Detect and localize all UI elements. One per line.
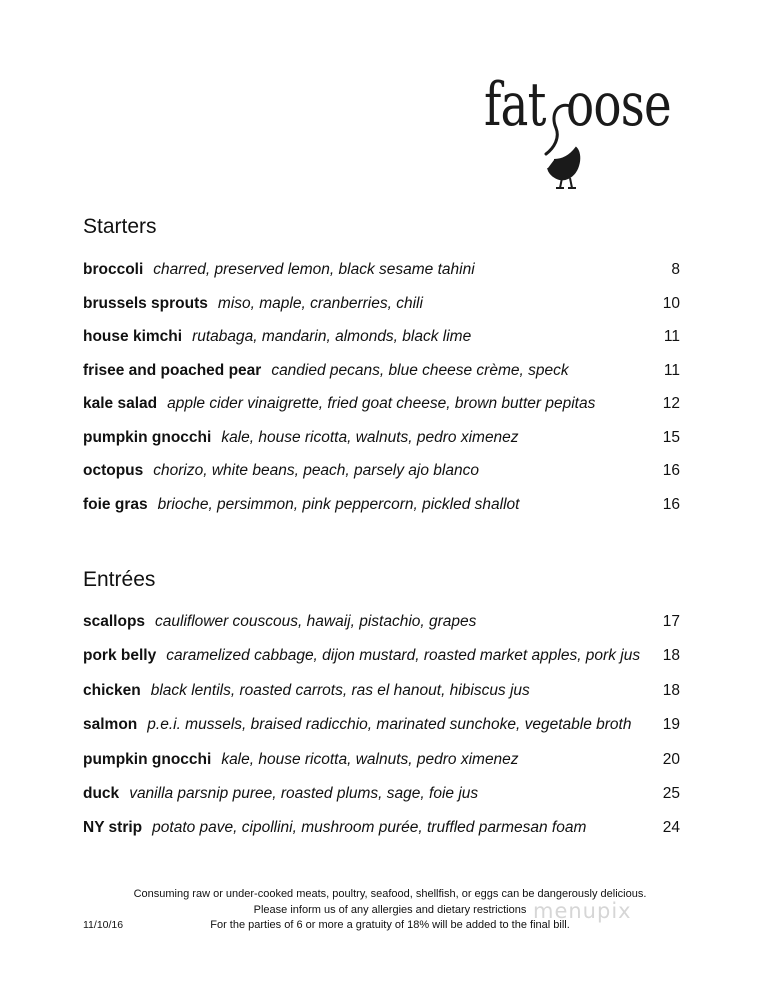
menu-date: 11/10/16 [83,919,124,931]
item-description: potato pave, cipollini, mushroom purée, truffled parmesan foam [152,819,587,837]
item-name: kale salad [83,395,158,412]
watermark: menupix [533,899,632,923]
item-description: vanilla parsnip puree, roasted plums, sage, foie jus [129,784,479,802]
item-price: 25 [662,784,680,802]
menu-item [83,495,680,529]
menu-item [83,784,680,818]
item-description: p.e.i. mussels, braised radicchio, marinated sunchoke, vegetable broth [147,716,632,734]
item-name: octopus [83,462,144,479]
item-description: candied pecans, blue cheese crème, speck [271,361,569,379]
menu-item [83,681,680,715]
menu-item [83,818,680,852]
logo-word-goose: oose [566,70,671,140]
item-description: black lentils, roasted carrots, ras el hanout, hibiscus jus [150,681,530,699]
menu-item [83,260,680,294]
item-name: house kimchi [83,328,183,345]
item-description: brioche, persimmon, pink peppercorn, pickled shallot [157,495,520,513]
item-description: caramelized cabbage, dijon mustard, roasted market apples, pork jus [166,647,641,665]
item-price: 16 [662,462,680,479]
menu-item [83,715,680,749]
item-name: broccoli [83,261,144,278]
menu-item [83,327,680,361]
item-price: 8 [671,261,680,278]
menu-item [83,428,680,462]
item-name: NY strip [83,819,143,837]
item-name: pumpkin gnocchi [83,750,212,768]
item-price: 24 [662,819,680,837]
item-name: pork belly [83,647,157,665]
item-price: 10 [662,294,680,312]
item-price: 11 [663,328,680,345]
footer-line-gratuity: For the parties of 6 or more a gratuity of 18% will be added to the final bill. [210,919,570,931]
item-price: 11 [663,361,680,379]
starters-heading: Starters [83,215,157,238]
footer-line-allergies: Please inform us of any allergies and dietary restrictions [253,903,527,916]
item-description: rutabaga, mandarin, almonds, black lime [192,328,472,345]
item-price: 18 [662,647,680,665]
logo-word-fat: fat [484,70,546,140]
item-description: charred, preserved lemon, black sesame tahini [153,261,475,278]
item-name: foie gras [83,495,148,513]
item-price: 12 [662,395,680,412]
item-description: kale, house ricotta, walnuts, pedro ximenez [221,750,519,768]
menu-item [83,646,680,680]
item-name: chicken [83,681,141,699]
item-name: frisee and poached pear [83,361,262,379]
item-name: brussels sprouts [83,294,208,312]
menu-item [83,461,680,495]
item-description: kale, house ricotta, walnuts, pedro ximenez [221,428,519,446]
item-name: scallops [83,613,146,630]
entrees-heading: Entrées [83,568,156,591]
menu-item [83,394,680,428]
item-name: pumpkin gnocchi [83,428,212,446]
menu-item [83,612,680,646]
footer-line-raw-food: Consuming raw or under-cooked meats, poultry, seafood, shellfish, or eggs can be dangerously delicious. [133,888,647,900]
item-price: 16 [662,495,680,513]
entrees-list [83,612,680,853]
item-description: cauliflower couscous, hawaij, pistachio, grapes [155,613,477,630]
item-description: apple cider vinaigrette, fried goat cheese, brown butter pepitas [167,395,596,412]
item-price: 15 [662,428,680,446]
menu-item [83,294,680,328]
item-name: salmon [83,716,138,734]
menu-item [83,750,680,784]
item-price: 18 [662,681,680,699]
item-price: 19 [662,716,680,734]
item-description: miso, maple, cranberries, chili [217,294,423,312]
item-price: 20 [662,750,680,768]
item-price: 17 [662,613,680,630]
starters-list [83,260,680,528]
menu-item [83,361,680,395]
item-name: duck [83,784,120,802]
restaurant-logo [484,70,694,190]
item-description: chorizo, white beans, peach, parsely ajo blanco [153,462,479,479]
